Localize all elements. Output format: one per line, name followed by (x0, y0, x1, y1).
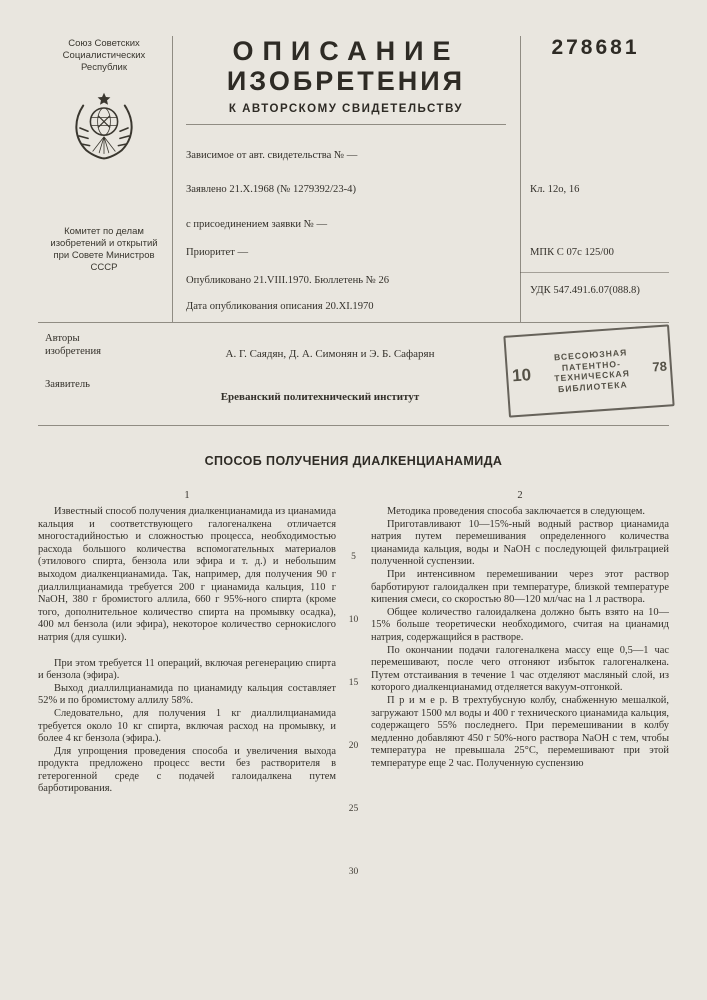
line-number: 20 (348, 741, 359, 751)
column-2-text (371, 506, 669, 770)
document-title-word1: ОПИСАНИЕ (232, 36, 460, 66)
column-2-number: 2 (517, 490, 523, 501)
paragraph: Общее количество галоидалкена должно быть взято на 10—15% больше теоретически необходимого, считая на цианамид натрия, содержащийся в растворе. (371, 606, 669, 643)
applicant-label: Заявитель (45, 379, 91, 390)
paragraph: По окончании подачи галогеналкена массу еще 0,5—1 час перемешивают, после чего отгоняют избыток галогеналкена. Путем отстаивания в течение 1 час отделяют масляный слой, из которого диалкенцианамид отделяется вакуум-отгонкой. (371, 644, 669, 694)
authors-label: Авторы изобретения (45, 333, 102, 357)
field-joined-application: с присоединением заявки № — (186, 219, 328, 230)
column-2 (371, 490, 669, 930)
paragraph: При этом требуется 11 операций, включая регенерацию спирта и бензола (эфира). (38, 657, 336, 682)
subtitle-rule (186, 124, 506, 125)
library-stamp (503, 324, 674, 417)
column-1 (38, 490, 336, 930)
ussr-emblem-icon (64, 88, 144, 168)
paragraph: П р и м е р. В трехтубусную колбу, снабженную мешалкой, загружают 1500 мл воды и 400 г технического цианамида кальция, содержащего 55% последнего. При перемешивании в колбу медленно добавляют 450 г 50%-ного раствора NaOH с тем, чтобы температура не превышала 25°С, перемешивают при этой температуре еще 2 час. Полученную суспензию (371, 694, 669, 769)
header-divider-right (520, 36, 521, 322)
paragraph: Выход диаллилцианамида по цианамиду кальция составляет 52% и по бромистому аллилу 58%. (38, 682, 336, 707)
authors-bottom-rule (38, 425, 669, 426)
document-title-word2: ИЗОБРЕТЕНИЯ (226, 66, 466, 96)
body-columns (38, 490, 669, 930)
line-number: 10 (348, 615, 359, 625)
field-description-date: Дата опубликования описания 20.XI.1970 (186, 301, 374, 312)
mpk-udk-rule (520, 272, 669, 273)
paragraph: Методика проведения способа заключается в следующем. (387, 506, 645, 517)
paragraph: Приготавливают 10—15%-ный водный раствор цианамида натрия путем перемешивания определенного количества цианамида кальция, воды и NaOH с последующей фильтрацией полученной суспензии. (371, 518, 669, 568)
stamp-text: ВСЕСОЮЗНАЯ ПАТЕНТНО- ТЕХНИЧЕСКАЯ БИБЛИОТЕКА (553, 347, 631, 394)
applicant-name: Ереванский политехнический институт (220, 391, 420, 403)
committee-name: Комитет по делам изобретений и открытий при Совете Министров СССР (50, 226, 158, 273)
document-subtitle: К АВТОРСКОМУ СВИДЕТЕЛЬСТВУ (228, 103, 464, 115)
paragraph: При интенсивном перемешивании через этот раствор барботируют галоидалкен при температуре, близкой температуре кипения смеси, со скоростью 80—120 мл/час на 1 л раствора. (371, 568, 669, 606)
union-name: Союз Советских Социалистических Республик (62, 38, 146, 73)
line-number: 15 (348, 678, 359, 688)
invention-title: СПОСОБ ПОЛУЧЕНИЯ ДИАЛКЕНЦИАНАМИДА (204, 454, 503, 468)
mpk-code: МПК С 07с 125/00 (530, 247, 614, 258)
udk-code: УДК 547.491.6.07(088.8) (530, 285, 640, 296)
paragraph: Для упрощения проведения способа и увеличения выхода продукта предложено процесс вести без растворителя в гетерогенной среде с подачей галоидалкена путем барботирования. (38, 745, 336, 795)
field-dependent-certificate: Зависимое от авт. свидетельства № — (186, 150, 358, 161)
header-bottom-rule (38, 322, 669, 323)
line-number: 30 (348, 867, 359, 877)
stamp-number-left: 10 (511, 365, 532, 386)
field-application-date: Заявлено 21.X.1968 (№ 1279392/23-4) (186, 184, 356, 195)
column-1-number: 1 (184, 490, 190, 501)
patent-number: 278681 (551, 36, 640, 59)
field-priority: Приоритет — (186, 247, 249, 258)
class-code: Кл. 12о, 16 (530, 184, 580, 195)
line-number: 25 (348, 804, 359, 814)
line-number: 5 (351, 552, 356, 562)
authors-names: А. Г. Саядян, Д. А. Симонян и Э. Б. Сафарян (225, 348, 435, 360)
paragraph: Следовательно, для получения 1 кг диаллилцианамида требуется около 10 кг спирта, включая расход на промывку, и более 4 кг бензола (эфира.). (38, 707, 336, 745)
line-numbers-gutter (336, 490, 371, 930)
field-published: Опубликовано 21.VIII.1970. Бюллетень № 26 (186, 275, 390, 286)
column-1-text (38, 506, 336, 796)
paragraph: Известный способ получения диалкенцианамида из цианамида кальция и соответствующего галогеналкена отличается многостадийностью и сложностью процесса, необходимостью расхода большого количества вспомогательных материалов (этилового спирта, бензола или эфира и т. д.) и небольшим выходом диалкенцианамида. Так, например, для получения 90 г диаллилцианамида требуется 200 г цианамида кальция, 110 г NaOH, 380 г бромистого аллила, 660 г 95%-ного спирта (кроме того, дополнительное количество спирта на промывку осадка), 400 мл бензола (или эфира), некоторое количество сернокислого натрия (для сушки). (38, 506, 336, 643)
stamp-number-right: 78 (651, 358, 668, 375)
